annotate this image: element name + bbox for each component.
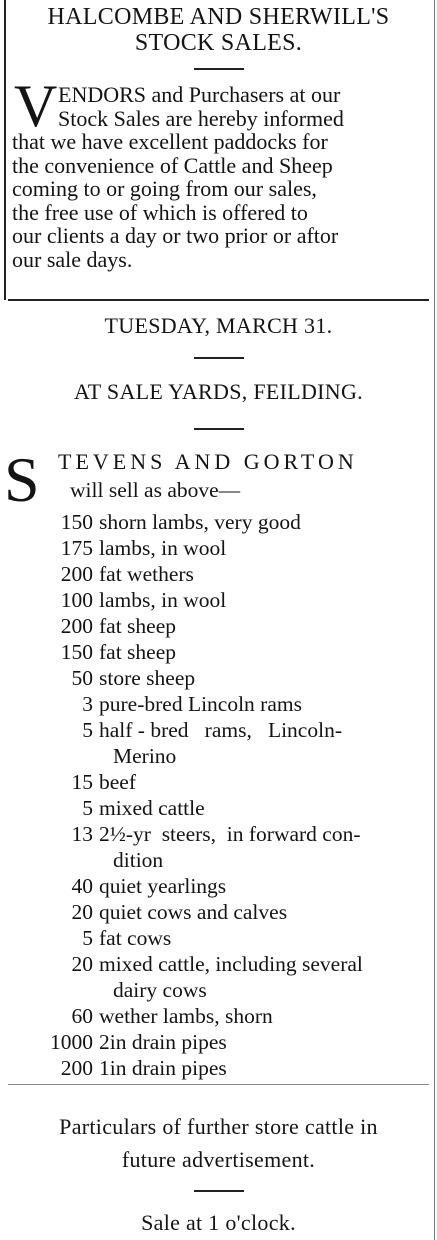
item-quantity: 150 [60,640,93,664]
notice-paragraph [12,83,432,271]
item-description: 2½-yr steers, in forward con- [99,822,361,846]
notice-line: the convenience of Cattle and Sheep [12,152,333,178]
item-quantity: 5 [82,926,93,950]
list-item [40,692,302,716]
item-description: pure-bred Lincoln rams [99,692,302,716]
list-item [40,874,226,898]
list-item [40,1056,227,1080]
item-quantity: 20 [71,952,93,976]
notice-line: coming to or going from our sales, [12,176,317,201]
divider-2 [194,357,244,359]
item-description: quiet yearlings [99,874,227,898]
divider-3 [194,428,244,430]
item-quantity: 100 [60,588,93,612]
item-description: store sheep [99,666,196,690]
item-description: 2in drain pipes [99,1030,227,1054]
list-item [40,926,171,950]
list-item [40,900,287,924]
item-quantity: 175 [60,536,93,560]
notice-line: Stock Sales are hereby informed [58,105,344,131]
divider-full-2 [8,1084,429,1085]
list-item [40,718,342,742]
item-description: quiet cows and calves [99,900,288,924]
notice-dropcap: V [14,73,58,139]
notice-line: our clients a day or two prior or aftor [12,223,339,248]
item-quantity: 5 [82,796,93,820]
notice-line: ENDORS and Purchasers at our [58,82,341,107]
item-description: lambs, in wool [99,588,227,612]
item-quantity: 150 [60,510,93,534]
auctioneer-name: TEVENS AND GORTON [58,449,358,474]
title-line-1: HALCOMBE AND SHERWILL'S [47,4,390,30]
list-item [40,978,207,1002]
item-quantity: 200 [60,1056,93,1080]
notice-line: our sale days. [12,246,133,272]
list-item [40,510,301,534]
item-quantity: 200 [60,614,93,638]
item-quantity: 40 [71,874,93,898]
item-description: mixed cattle [99,796,205,820]
list-item [40,562,194,586]
notice-line: that we have excellent paddocks for [12,129,328,154]
item-description: fat sheep [99,614,177,638]
list-item [40,614,176,638]
divider-4 [194,1190,244,1192]
item-description: lambs, in wool [99,536,227,560]
item-quantity: 20 [71,900,93,924]
divider-1 [194,68,244,70]
item-description: wether lambs, shorn [99,1004,273,1028]
particulars-line-2: future advertisement. [121,1147,316,1172]
list-item [40,536,226,560]
list-item [40,1030,227,1054]
list-item [40,796,205,820]
sale-location: AT SALE YARDS, FEILDING. [74,379,363,404]
item-description: fat sheep [99,640,177,664]
list-item [40,640,176,664]
item-quantity: 3 [82,692,93,716]
item-description: beef [99,770,136,794]
sale-date: TUESDAY, MARCH 31. [104,313,333,338]
list-item [40,744,176,768]
item-quantity: 5 [82,718,93,742]
item-description: 1in drain pipes [99,1056,227,1080]
title-line-2: STOCK SALES. [134,30,303,56]
item-quantity: 200 [60,562,93,586]
list-item [40,666,195,690]
list-item [40,848,163,872]
sale-time: Sale at 1 o'clock. [141,1210,296,1235]
divider-full [8,299,429,301]
list-item [40,1004,273,1028]
item-quantity: 1000 [50,1030,93,1054]
list-item [40,952,363,976]
item-quantity: 50 [71,666,93,690]
list-item [40,822,361,846]
particulars-line-1: Particulars of further store cattle in [59,1114,378,1139]
item-description: fat wethers [99,562,194,586]
list-item [40,588,226,612]
item-description: dition [113,848,164,872]
notice-line: the free use of which is offered to [12,199,308,225]
item-quantity: 15 [71,770,93,794]
auctioneer-subline: will sell as above— [70,478,241,502]
column-rule-right [434,0,435,1240]
list-item [40,770,136,794]
item-description: fat cows [99,926,172,950]
item-quantity: 13 [71,822,93,846]
item-description: mixed cattle, including several [99,952,363,976]
item-description: Merino [113,744,177,768]
item-description: dairy cows [113,978,207,1002]
item-quantity: 60 [71,1004,93,1028]
auctioneer-dropcap: S [4,444,40,515]
item-description: half - bred rams, Lincoln- [99,718,342,742]
item-description: shorn lambs, very good [99,510,301,534]
